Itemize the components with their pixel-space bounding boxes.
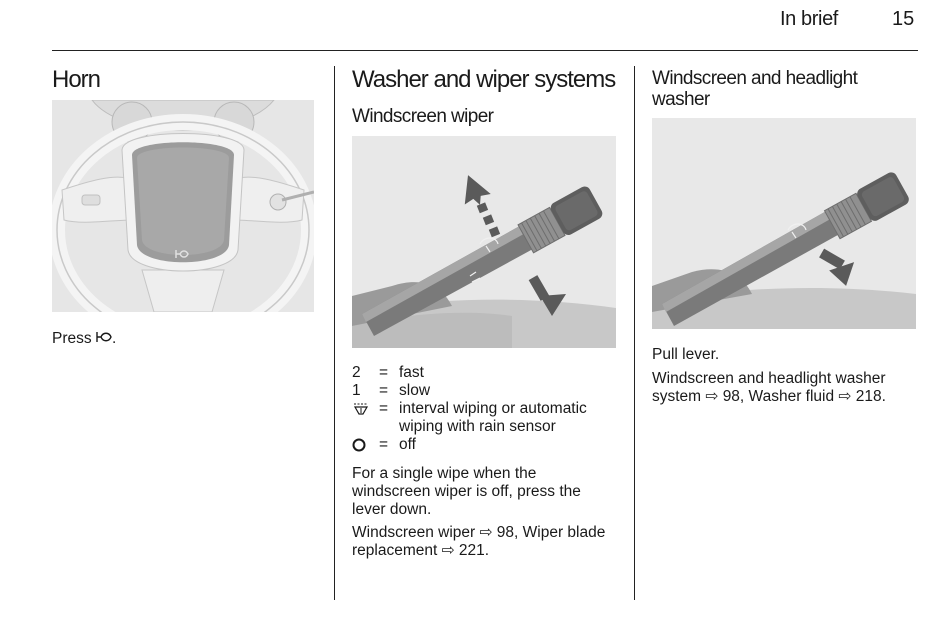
washer-lever-figure (652, 118, 916, 329)
header-rule (52, 50, 918, 51)
legend-value-interval: interval wiping or automatic wiping with rain sensor (399, 400, 587, 435)
washer-heading: Windscreen and headlight washer (652, 68, 858, 110)
horn-instruction (52, 330, 116, 348)
washer-references-paragraph: Windscreen and headlight washer system ⇨ 98, Washer fluid ⇨ 218. (652, 370, 886, 405)
single-wipe-paragraph: For a single wipe when the windscreen wiper is off, press the lever down. (352, 465, 581, 518)
off-circle-icon (352, 436, 370, 458)
legend-equals: = (379, 400, 389, 417)
legend-equals: = (379, 382, 389, 399)
legend-equals: = (379, 436, 389, 453)
pull-lever-text: Pull lever. (652, 346, 720, 363)
running-header-section: In brief (780, 8, 838, 30)
column-divider-left (334, 66, 335, 600)
horn-instruction-prefix: Press (52, 330, 96, 348)
page-number: 15 (892, 8, 915, 30)
legend-value-slow: slow (399, 382, 431, 399)
interval-wipe-icon (352, 400, 370, 421)
legend-key-1: 1 (352, 382, 361, 399)
column-divider-right (634, 66, 635, 600)
horn-heading: Horn (52, 66, 101, 93)
horn-icon (96, 330, 112, 348)
steering-wheel-figure (52, 100, 314, 312)
windscreen-wiper-subheading: Windscreen wiper (352, 106, 494, 127)
legend-key-2: 2 (352, 364, 361, 381)
legend-value-fast: fast (399, 364, 424, 381)
horn-instruction-suffix: . (111, 330, 117, 348)
wiper-references-paragraph: Windscreen wiper ⇨ 98, Wiper blade replacement ⇨ 221. (352, 524, 606, 559)
washer-wiper-heading: Washer and wiper systems (352, 66, 616, 93)
wiper-lever-figure (352, 136, 616, 348)
legend-equals: = (379, 364, 389, 381)
legend-value-off: off (399, 436, 416, 453)
